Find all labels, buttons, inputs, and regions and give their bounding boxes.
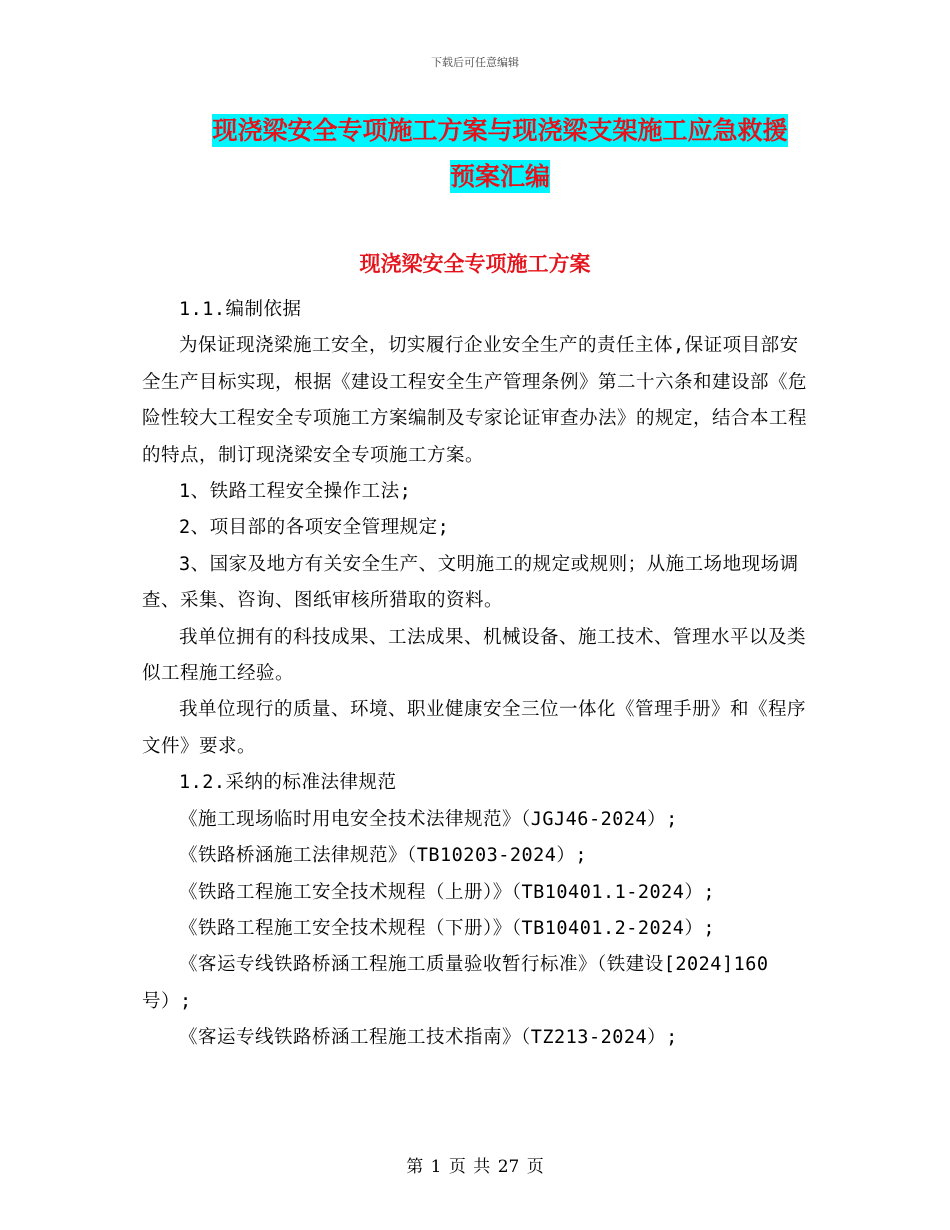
paragraph: 我单位现行的质量、环境、职业健康安全三位一体化《管理手册》和《程序文件》要求。 [142,699,807,757]
paragraph: 3、国家及地方有关安全生产、文明施工的规定或规则；从施工场地现场调查、采集、咨询、图纸审核所猎取的资料。 [142,553,799,612]
title-line-2: 预案汇编 [449,162,550,191]
section-title: 现浇梁安全专项施工方案 [359,251,591,276]
paragraph: 《客运专线铁路桥涵工程施工质量验收暂行标准》（铁建设[2024]160号）; [142,954,769,1012]
document-title [140,108,860,200]
paragraph: 1.1.编制依据 [179,299,302,320]
paragraph: 《铁路工程施工安全技术规程（下册）》（TB10401.2-2024）; [179,917,716,939]
paragraph: 《客运专线铁路桥涵工程施工技术指南》（TZ213-2024）; [179,1027,678,1049]
paragraph: 2、项目部的各项安全管理规定; [179,517,450,539]
body-text [142,292,810,1057]
paragraph: 1.2.采纳的标准法律规范 [179,772,397,794]
header-note: 下载后可任意编辑 [431,56,519,69]
paragraph: 《铁路工程施工安全技术规程（上册）》（TB10401.1-2024）; [179,881,716,903]
paragraph: 1、铁路工程安全操作工法; [179,481,412,503]
paragraph: 我单位拥有的科技成果、工法成果、机械设备、施工技术、管理水平以及类似工程施工经验。 [142,626,807,685]
paragraph: 《铁路桥涵施工法律规范》（TB10203-2024）; [179,845,588,867]
page-footer: 第 1 页 共 27 页 [406,1157,544,1177]
paragraph: 《施工现场临时用电安全技术法律规范》（JGJ46-2024）; [179,808,678,830]
title-line-1: 现浇梁安全专项施工方案与现浇梁支架施工应急救援 [212,116,788,145]
paragraph: 为保证现浇梁施工安全，切实履行企业安全生产的责任主体,保证项目部安全生产目标实现，根据《建设工程安全生产管理条例》第二十六条和建设部《危险性较大工程安全专项施工方案编制及专家论证审查办法》的规定，结合本工程的特点，制订现浇梁安全专项施工方案。 [142,335,808,466]
